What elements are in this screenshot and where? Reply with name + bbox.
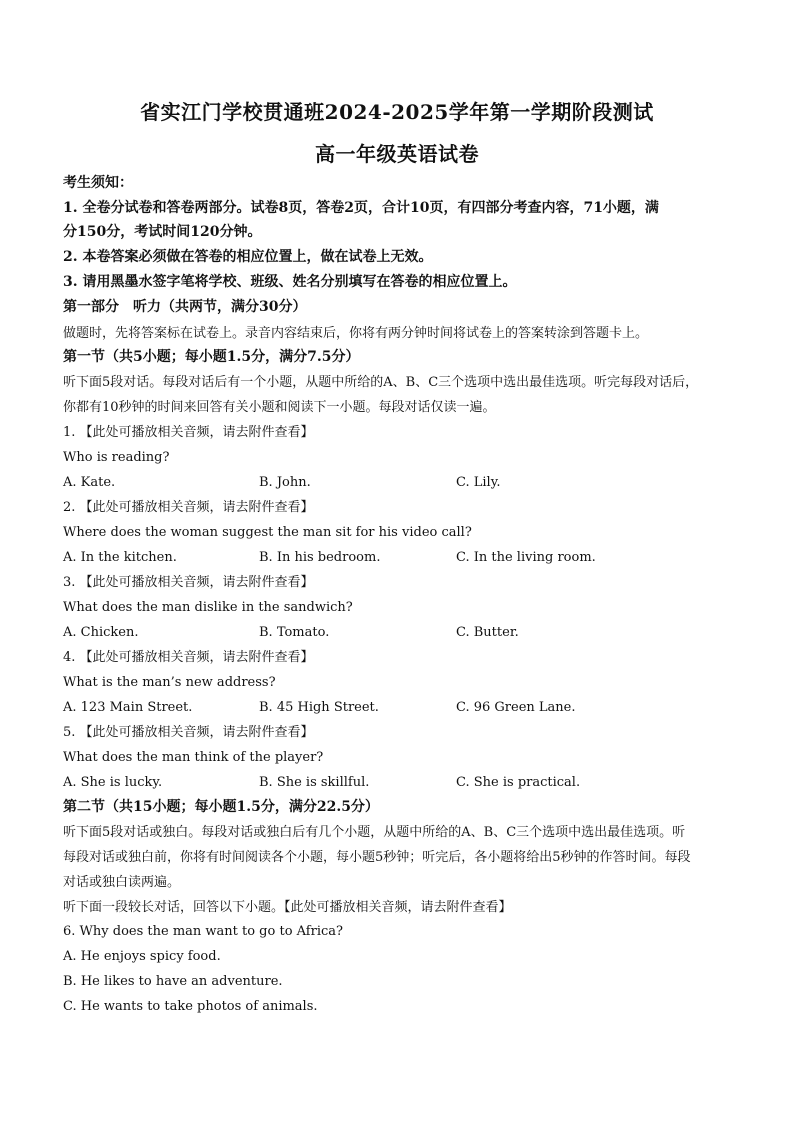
- question-text: Who is reading?: [63, 450, 170, 465]
- question-text: What does the man dislike in the sandwich?: [63, 600, 353, 615]
- section2-heading: 第二节（共15小题；每小题1.5分，满分22.5分）: [63, 799, 379, 815]
- option-a: A. Kate.: [63, 475, 116, 490]
- option-a: A. She is lucky.: [63, 775, 163, 790]
- option-b: B. He likes to have an adventure.: [63, 974, 283, 989]
- option-c: C. 96 Green Lane.: [456, 700, 576, 715]
- question-text: What does the man think of the player?: [63, 750, 324, 765]
- option-b: B. 45 High Street.: [259, 700, 379, 715]
- option-c: C. He wants to take photos of animals.: [63, 999, 318, 1014]
- audio-placeholder[interactable]: 4. 【此处可播放相关音频，请去附件查看】: [63, 650, 314, 665]
- part1-instruction: 做题时，先将答案标在试卷上。录音内容结束后，你将有两分钟时间将试卷上的答案转涂到答题卡上。: [63, 326, 649, 341]
- section1-instruction: 听下面5段对话。每段对话后有一个小题，从题中所给的A、B、C三个选项中选出最佳选项。听完每段对话后，: [63, 375, 699, 390]
- audio-placeholder[interactable]: 2. 【此处可播放相关音频，请去附件查看】: [63, 500, 314, 515]
- listen-instruction[interactable]: 听下面一段较长对话，回答以下小题。【此处可播放相关音频，请去附件查看】: [63, 900, 512, 915]
- option-c: C. She is practical.: [456, 775, 581, 790]
- audio-placeholder[interactable]: 5. 【此处可播放相关音频，请去附件查看】: [63, 725, 314, 740]
- section2-instruction-end: 对话或独白读两遍。: [63, 875, 181, 890]
- question-text: What is the man’s new address?: [63, 675, 276, 690]
- option-a: A. 123 Main Street.: [63, 700, 193, 715]
- section2-instruction-cont: 每段对话或独白前，你将有时间阅读各个小题，每小题5秒钟；听完后，各小题将给出5秒钟的作答时间。每段: [63, 850, 691, 865]
- part1-heading: 第一部分 听力（共两节，满分30分）: [63, 299, 307, 315]
- option-c: C. Butter.: [456, 625, 519, 640]
- audio-placeholder[interactable]: 3. 【此处可播放相关音频，请去附件查看】: [63, 575, 314, 590]
- section2-instruction: 听下面5段对话或独白。每段对话或独白后有几个小题，从题中所给的A、B、C三个选项中选出最佳选项。听: [63, 825, 686, 840]
- audio-placeholder[interactable]: 1. 【此处可播放相关音频，请去附件查看】: [63, 425, 314, 440]
- option-a: A. Chicken.: [63, 625, 139, 640]
- notice-item-2: 2. 本卷答案必须做在答卷的相应位置上，做在试卷上无效。: [63, 249, 433, 265]
- exam-title: 省实江门学校贯通班2024-2025学年第一学期阶段测试: [140, 100, 654, 124]
- question-text: Where does the woman suggest the man sit for his video call?: [63, 525, 472, 540]
- notice-item-1-cont: 分150分，考试时间120分钟。: [63, 224, 262, 240]
- option-a: A. In the kitchen.: [63, 550, 177, 565]
- notice-item-1: 1. 全卷分试卷和答卷两部分。试卷8页，答卷2页，合计10页，有四部分考查内容，71小题，满: [63, 200, 659, 216]
- option-c: C. Lily.: [456, 475, 501, 490]
- section1-heading: 第一节（共5小题；每小题1.5分，满分7.5分）: [63, 349, 360, 365]
- notice-item-3: 3. 请用黑墨水签字笔将学校、班级、姓名分别填写在答卷的相应位置上。: [63, 274, 517, 290]
- section1-instruction-cont: 你都有10秒钟的时间来回答有关小题和阅读下一小题。每段对话仅读一遍。: [63, 400, 496, 415]
- option-b: B. Tomato.: [259, 625, 330, 640]
- option-b: B. In his bedroom.: [259, 550, 381, 565]
- option-a: A. He enjoys spicy food.: [63, 949, 221, 964]
- question-text: 6. Why does the man want to go to Africa?: [63, 924, 343, 939]
- notice-heading: 考生须知：: [63, 175, 133, 191]
- option-b: B. John.: [259, 475, 311, 490]
- option-b: B. She is skillful.: [259, 775, 370, 790]
- option-c: C. In the living room.: [456, 550, 596, 565]
- exam-subtitle: 高一年级英语试卷: [315, 142, 479, 166]
